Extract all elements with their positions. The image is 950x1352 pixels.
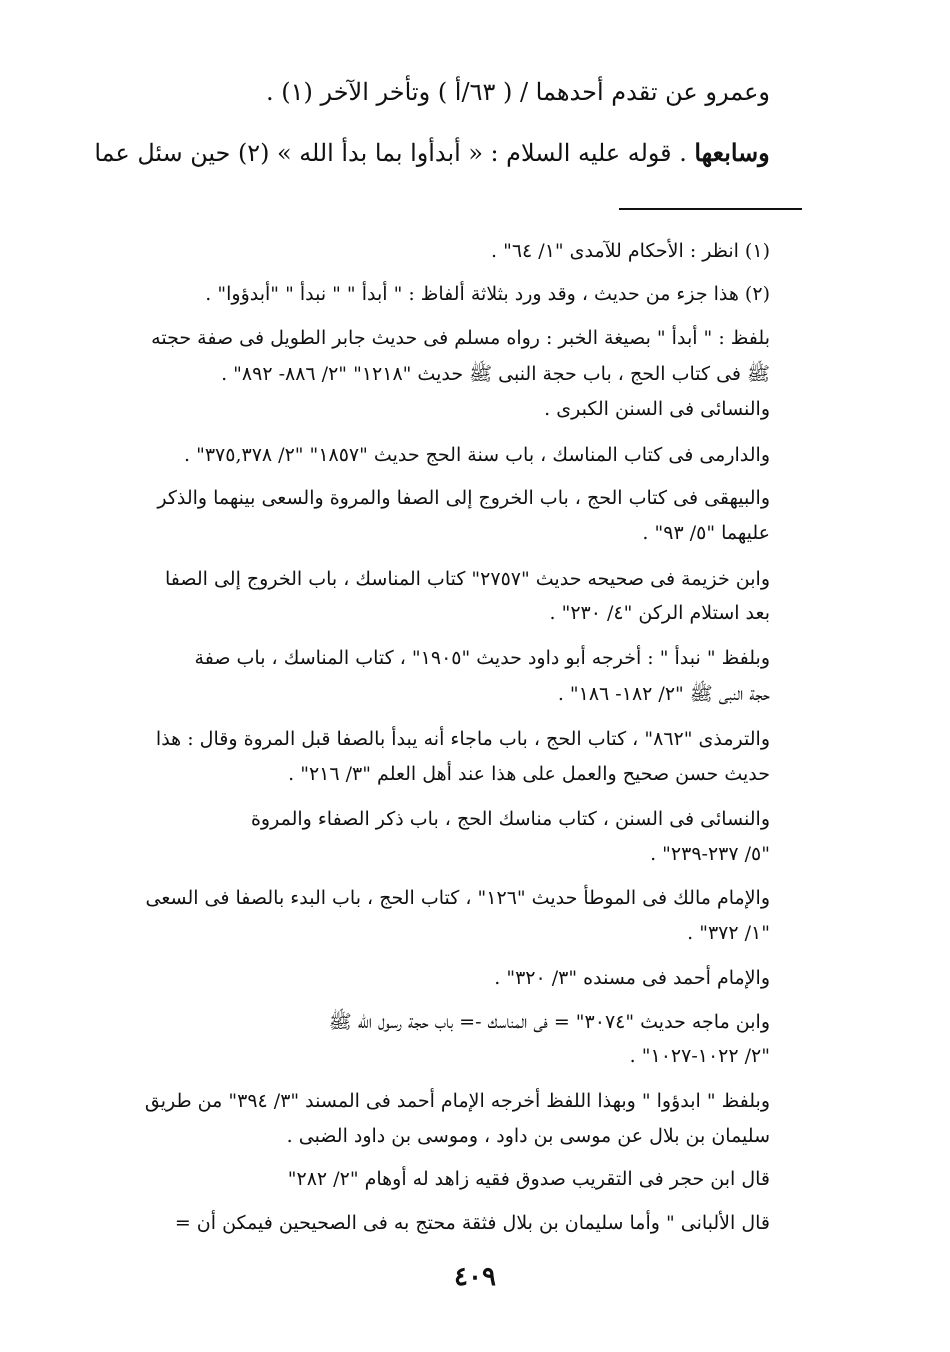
footnote-line: وابن خزيمة فى صحيحه حديث "٢٧٥٧" كتاب المناسك ، باب الخروج إلى الصفا (164, 568, 770, 590)
footnote-line: حديث حسن صحيح والعمل على هذا عند أهل العلم "٣/ ٢١٦" . (288, 763, 770, 785)
footnote-line: والدارمى فى كتاب المناسك ، باب سنة الحج حديث "١٨٥٧" "٢/ ٣٧٥,٣٧٨" . (184, 444, 770, 466)
footnote-line: وبلفظ " ابدؤوا " وبهذا اللفظ أخرجه الإمام أحمد فى المسند "٣/ ٣٩٤" من طريق (144, 1090, 770, 1112)
footnote-line: ﷺ فى كتاب الحج ، باب حجة النبى ﷺ حديث "١٢١٨" "٢/ ٨٨٦- ٨٩٢" . (221, 363, 770, 385)
footnote-line: قال ابن حجر فى التقريب صدوق فقيه زاهد له أوهام "٢/ ٢٨٢" (287, 1168, 770, 1190)
footnote-line: قال الألبانى " وأما سليمان بن بلال فثقة محتج به فى الصحيحين فيمكن أن = (174, 1212, 770, 1234)
footnote-separator (619, 208, 802, 210)
footnote-line: حجة النبى ﷺ "٢/ ١٨٢- ١٨٦" . (557, 683, 770, 705)
main-text-line-2 (95, 138, 770, 167)
footnote-line: والبيهقى فى كتاب الحج ، باب الخروج إلى الصفا والمروة والسعى بينهما والذكر (157, 487, 770, 509)
footnote-line: والإمام أحمد فى مسنده "٣/ ٣٢٠" . (494, 967, 770, 989)
footnote-1: (١) انظر : الأحكام للآمدى "١/ ٦٤" . (490, 240, 770, 262)
main-text-line-1: وعمرو عن تقدم أحدهما / ( ٦٣/أ ) وتأخر الآخر (١) . (265, 78, 770, 106)
footnote-line: "٢/ ١٠٢٢-١٠٢٧" . (629, 1045, 770, 1067)
footnote-line: والنسائى فى السنن الكبرى . (544, 398, 770, 420)
main-text-lead: وسابعها (694, 138, 770, 167)
page-number: ٤٠٩ (454, 1262, 496, 1292)
footnote-line: والترمذى "٨٦٢" ، كتاب الحج ، باب ماجاء أنه يبدأ بالصفا قبل المروة وقال : هذا (155, 728, 770, 750)
footnote-line: سليمان بن بلال عن موسى بن داود ، وموسى بن داود الضبى . (286, 1125, 770, 1147)
footnote-line: عليهما "٥/ ٩٣" . (642, 522, 770, 544)
footnote-line: بعد استلام الركن "٤/ ٢٣٠" . (549, 602, 770, 624)
footnote-line: والإمام مالك فى الموطأ حديث "١٢٦" ، كتاب الحج ، باب البدء بالصفا فى السعى (145, 887, 770, 909)
footnote-line: وابن ماجه حديث "٣٠٧٤" = فى المناسك -= باب حجة رسول الله ﷺ (328, 1011, 770, 1033)
footnote-line: "٥/ ٢٣٧-٢٣٩" . (650, 843, 770, 865)
footnote-line: والنسائى فى السنن ، كتاب مناسك الحج ، باب ذكر الصفاء والمروة (250, 808, 770, 830)
footnote-line: بلفظ : " أبدأ " بصيغة الخبر : رواه مسلم فى حديث جابر الطويل فى صفة حجته (151, 327, 770, 349)
footnote-2: (٢) هذا جزء من حديث ، وقد ورد بثلاثة ألفاظ : " أبدأ " " نبدأ " "أبدؤوا" . (205, 283, 770, 305)
footnote-line: وبلفظ " نبدأ " : أخرجه أبو داود حديث "١٩٠٥" ، كتاب المناسك ، باب صفة (194, 647, 770, 669)
footnote-line: "١/ ٣٧٢" . (687, 922, 770, 944)
main-text-rest: . قوله عليه السلام : « أبدأوا بما بدأ الله » (٢) حين سئل عما (94, 139, 688, 167)
